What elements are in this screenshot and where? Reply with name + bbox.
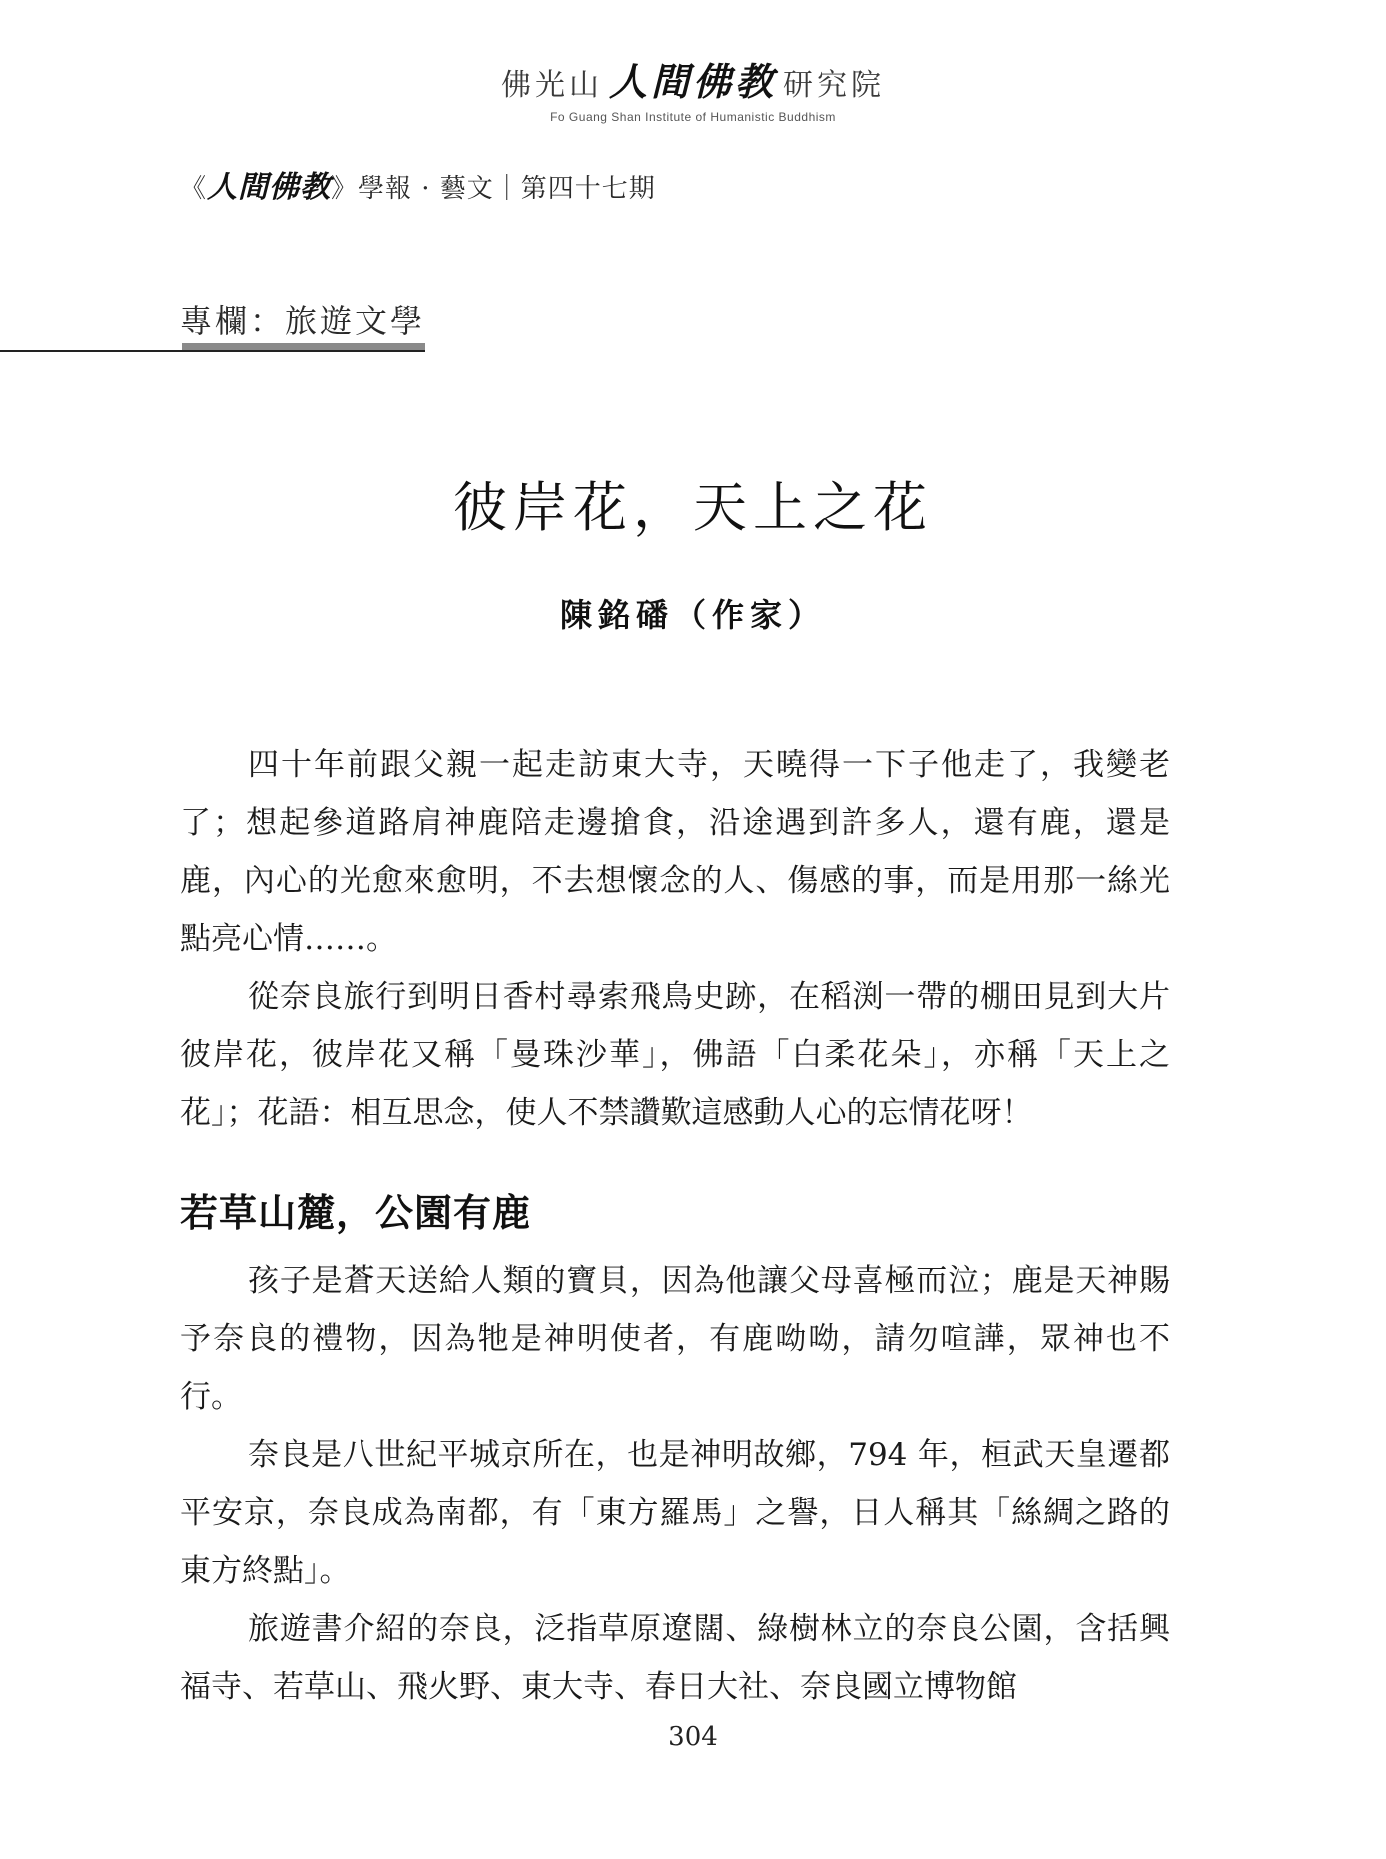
journal-running-head bbox=[180, 162, 656, 206]
paragraph: 從奈良旅行到明日香村尋索飛鳥史跡，在稻渕一帶的棚田見到大片彼岸花，彼岸花又稱「曼珠沙華」，佛語「白柔花朵」，亦稱「天上之花」；花語：相互思念，使人不禁讚歎這感動人心的忘情花呀！ bbox=[180, 979, 1170, 1131]
column-rule bbox=[0, 350, 425, 352]
column-label: 專欄：旅遊文學 bbox=[180, 302, 426, 340]
section-heading: 若草山麓，公園有鹿 bbox=[180, 1190, 532, 1235]
paragraph: 奈良是八世紀平城京所在，也是神明故鄉，794 年，桓武天皇遷都平安京，奈良成為南都，有「東方羅馬」之譽，日人稱其「絲綢之路的東方終點」。 bbox=[180, 1437, 1170, 1589]
institute-brand-logo: 人間佛教 bbox=[608, 59, 777, 104]
article-author: 陳銘磻（作家） bbox=[559, 596, 826, 634]
intro-text bbox=[180, 736, 1170, 1142]
institute-english-name: Fo Guang Shan Institute of Humanistic Buddhism bbox=[550, 110, 836, 124]
article-title: 彼岸花，天上之花 bbox=[453, 476, 933, 539]
institute-prefix: 佛光山 bbox=[500, 68, 603, 103]
column-rule-accent bbox=[182, 343, 425, 350]
journal-issue-info: 》學報 · 藝文｜第四十七期 bbox=[331, 174, 656, 204]
section-text bbox=[180, 1252, 1170, 1716]
journal-brand: 人間佛教 bbox=[207, 170, 332, 205]
page-number: 304 bbox=[668, 1722, 718, 1752]
paragraph: 四十年前跟父親一起走訪東大寺，天曉得一下子他走了，我變老了；想起參道路肩神鹿陪走邊搶食，沿途遇到許多人，還有鹿，還是鹿，內心的光愈來愈明，不去想懷念的人、傷感的事，而是用那一絲光點亮心情……。 bbox=[180, 747, 1170, 957]
institute-header bbox=[0, 59, 1386, 124]
institute-name bbox=[0, 59, 1386, 106]
journal-open-bracket: 《 bbox=[180, 174, 208, 204]
institute-suffix: 研究院 bbox=[783, 68, 885, 103]
paragraph: 旅遊書介紹的奈良，泛指草原遼闊、綠樹林立的奈良公園，含括興福寺、若草山、飛火野、東大寺、春日大社、奈良國立博物館 bbox=[180, 1611, 1170, 1705]
paragraph: 孩子是蒼天送給人類的寶貝，因為他讓父母喜極而泣；鹿是天神賜予奈良的禮物，因為牠是神明使者，有鹿呦呦，請勿喧譁，眾神也不行。 bbox=[180, 1263, 1170, 1415]
